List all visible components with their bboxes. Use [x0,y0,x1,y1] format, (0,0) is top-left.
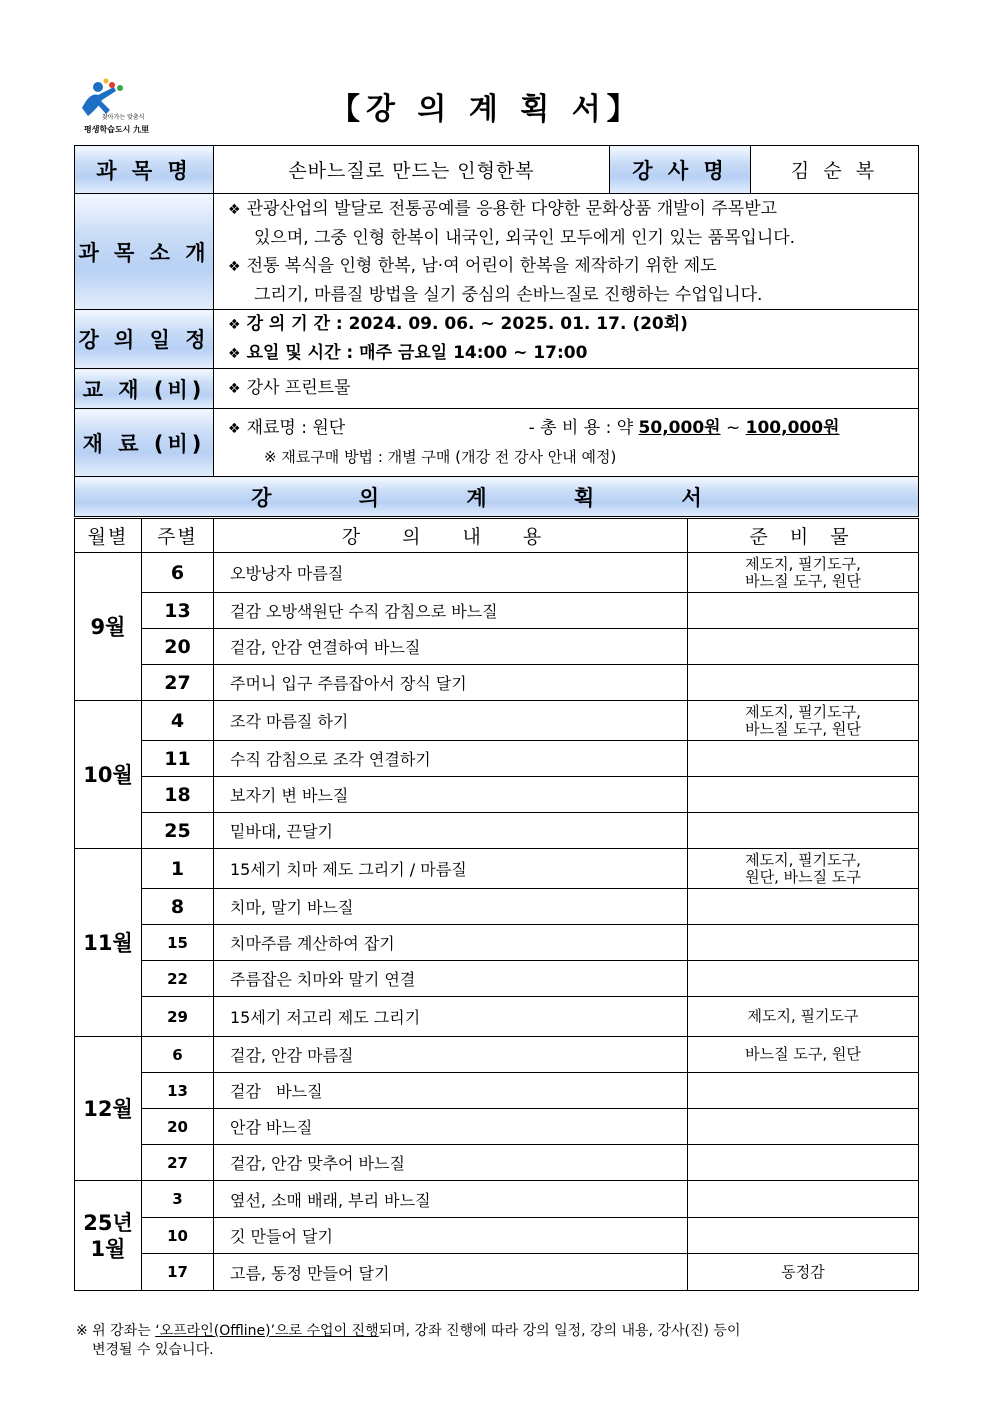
plan-section-header: 강 의 계 획 서 [75,477,919,517]
content-cell: 15세기 치마 제도 그리기 / 마름질 [214,849,688,889]
content-cell: 깃 만들어 달기 [214,1218,688,1254]
week-cell: 6 [142,1037,214,1073]
table-row [75,1145,919,1181]
prep-cell [688,813,919,849]
prep-cell [688,1181,919,1218]
bullet-icon: ❖ [228,346,241,362]
col-month: 월별 [75,519,142,553]
course-intro-label: 과 목 소 개 [75,194,214,310]
content-cell: 옆선, 소매 배래, 부리 바느질 [214,1181,688,1218]
content-cell: 고름, 동정 만들어 달기 [214,1254,688,1291]
instructor-label: 강 사 명 [610,146,751,194]
table-row [75,593,919,629]
table-row [75,813,919,849]
prep-cell [688,553,919,593]
table-row [75,629,919,665]
prep-line: 제도지, 필기도구, [745,554,861,573]
week-cell: 20 [142,629,214,665]
logo-name: 평생학습도시 九里 [84,125,150,134]
table-row [75,1181,919,1218]
table-row [75,701,919,741]
prep-cell [688,1073,919,1109]
week-cell: 25 [142,813,214,849]
week-cell: 27 [142,1145,214,1181]
week-cell: 11 [142,741,214,777]
prep-cell [688,889,919,925]
material-name: 재료명 : 원단 [246,418,346,438]
prep-line: 바느질 도구, 원단 [745,571,861,590]
table-row [75,777,919,813]
course-info-table [74,145,919,517]
footer-text: 되며, 강좌 진행에 따라 강의 일정, 강의 내용, 강사(진) 등이 [378,1323,741,1339]
footer-offline-text: ‘오프라인(Offline)’으로 수업이 진행 [155,1323,379,1339]
prep-cell [688,1109,919,1145]
schedule [214,310,919,369]
week-cell: 13 [142,1073,214,1109]
table-row [75,1218,919,1254]
material-cost-max: 100,000원 [745,418,840,438]
table-row [75,1254,919,1291]
month-cell: 11월 [75,849,142,1037]
bullet-icon: ❖ [228,201,241,218]
prep-cell [688,701,919,741]
intro-line: 있으며, 그중 인형 한복이 내국인, 외국인 모두에게 인기 있는 품목입니다. [254,227,796,248]
week-cell: 1 [142,849,214,889]
content-cell: 겉감, 안감 마름질 [214,1037,688,1073]
prep-cell: 동정감 [688,1254,919,1291]
prep-cell [688,1145,919,1181]
content-cell: 치마, 말기 바느질 [214,889,688,925]
course-intro [214,194,919,310]
schedule-period: 강 의 기 간 : 2024. 09. 06. ~ 2025. 01. 17. (20회) [246,314,688,334]
content-cell: 겉감, 안감 연결하여 바느질 [214,629,688,665]
table-row [75,961,919,997]
week-cell: 27 [142,665,214,701]
material [214,409,919,477]
content-cell: 오방낭자 마름질 [214,553,688,593]
logo-tagline: 찾아가는 맞춤식 [102,114,145,121]
lecture-plan-table [74,518,919,1291]
week-cell: 13 [142,593,214,629]
instructor-value: 김 순 복 [751,146,919,194]
content-cell: 조각 마름질 하기 [214,701,688,741]
prep-cell [688,741,919,777]
page-title: 【강 의 계 획 서】 [330,92,643,127]
table-row [75,889,919,925]
week-cell: 10 [142,1218,214,1254]
content-cell: 겉감, 안감 맞추어 바느질 [214,1145,688,1181]
table-row [75,1073,919,1109]
schedule-label: 강 의 일 정 [75,310,214,369]
bullet-icon: ❖ [228,258,241,275]
table-row [75,665,919,701]
col-prep: 준 비 물 [688,519,919,553]
bullet-icon: ❖ [228,381,241,397]
month-cell: 9월 [75,553,142,701]
week-cell: 4 [142,701,214,741]
footer-text: ※ 위 강좌는 [76,1323,156,1339]
city-logo [76,78,176,140]
content-cell: 15세기 저고리 제도 그리기 [214,997,688,1037]
prep-cell: 바느질 도구, 원단 [688,1037,919,1073]
prep-cell [688,629,919,665]
material-cost-sep: ~ [725,418,741,438]
month-cell [75,1181,142,1291]
footer-note [76,1322,916,1360]
prep-line: 제도지, 필기도구, [745,850,861,869]
intro-line: 전통 복식을 인형 한복, 남·여 어린이 한복을 제작하기 위한 제도 [246,255,717,276]
week-cell: 17 [142,1254,214,1291]
course-name-label: 과 목 명 [75,146,214,194]
material-note: ※ 재료구매 방법 : 개별 구매 (개강 전 강사 안내 예정) [264,448,617,466]
footer-text: 변경될 수 있습니다. [92,1342,214,1358]
week-cell: 18 [142,777,214,813]
week-cell: 29 [142,997,214,1037]
course-name-value: 손바느질로 만드는 인형한복 [214,146,610,194]
material-cost-min: 50,000원 [638,418,721,438]
month-cell: 12월 [75,1037,142,1181]
textbook-value: 강사 프린트물 [246,378,351,398]
schedule-time: 요일 및 시간 : 매주 금요일 14:00 ~ 17:00 [246,343,588,363]
content-cell: 안감 바느질 [214,1109,688,1145]
table-row [75,925,919,961]
col-week: 주별 [142,519,214,553]
bullet-icon: ❖ [228,421,241,437]
prep-cell [688,849,919,889]
intro-line: 관광산업의 발달로 전통공예를 응용한 다양한 문화상품 개발이 주목받고 [246,198,778,219]
content-cell: 보자기 변 바느질 [214,777,688,813]
table-row [75,1037,919,1073]
content-cell: 주머니 입구 주름잡아서 장식 달기 [214,665,688,701]
table-row [75,1109,919,1145]
month-year: 25년 [83,1210,133,1235]
month-cell: 10월 [75,701,142,849]
prep-line: 제도지, 필기도구, [745,702,861,721]
prep-cell [688,1218,919,1254]
textbook [214,369,919,409]
content-cell: 겉감 바느질 [214,1073,688,1109]
week-cell: 20 [142,1109,214,1145]
week-cell: 15 [142,925,214,961]
prep-cell: 제도지, 필기도구 [688,997,919,1037]
content-cell: 겉감 오방색원단 수직 감침으로 바느질 [214,593,688,629]
prep-cell [688,777,919,813]
week-cell: 3 [142,1181,214,1218]
content-cell: 주름잡은 치마와 말기 연결 [214,961,688,997]
intro-line: 그리기, 마름질 방법을 실기 중심의 손바느질로 진행하는 수업입니다. [254,284,763,305]
prep-cell [688,665,919,701]
prep-cell [688,925,919,961]
content-cell: 밑바대, 끈달기 [214,813,688,849]
material-label: 재 료 (비) [75,409,214,477]
content-cell: 수직 감침으로 조각 연결하기 [214,741,688,777]
week-cell: 22 [142,961,214,997]
col-content: 강 의 내 용 [214,519,688,553]
content-cell: 치마주름 계산하여 잡기 [214,925,688,961]
prep-cell [688,593,919,629]
bullet-icon: ❖ [228,317,241,333]
prep-line: 바느질 도구, 원단 [745,719,861,738]
table-row [75,997,919,1037]
prep-line: 원단, 바느질 도구 [745,867,861,886]
table-row [75,849,919,889]
textbook-label: 교 재 (비) [75,369,214,409]
week-cell: 8 [142,889,214,925]
table-row [75,553,919,593]
week-cell: 6 [142,553,214,593]
table-row [75,741,919,777]
prep-cell [688,961,919,997]
material-cost-prefix: - 총 비 용 : 약 [528,418,634,438]
month-name: 1월 [90,1236,126,1261]
